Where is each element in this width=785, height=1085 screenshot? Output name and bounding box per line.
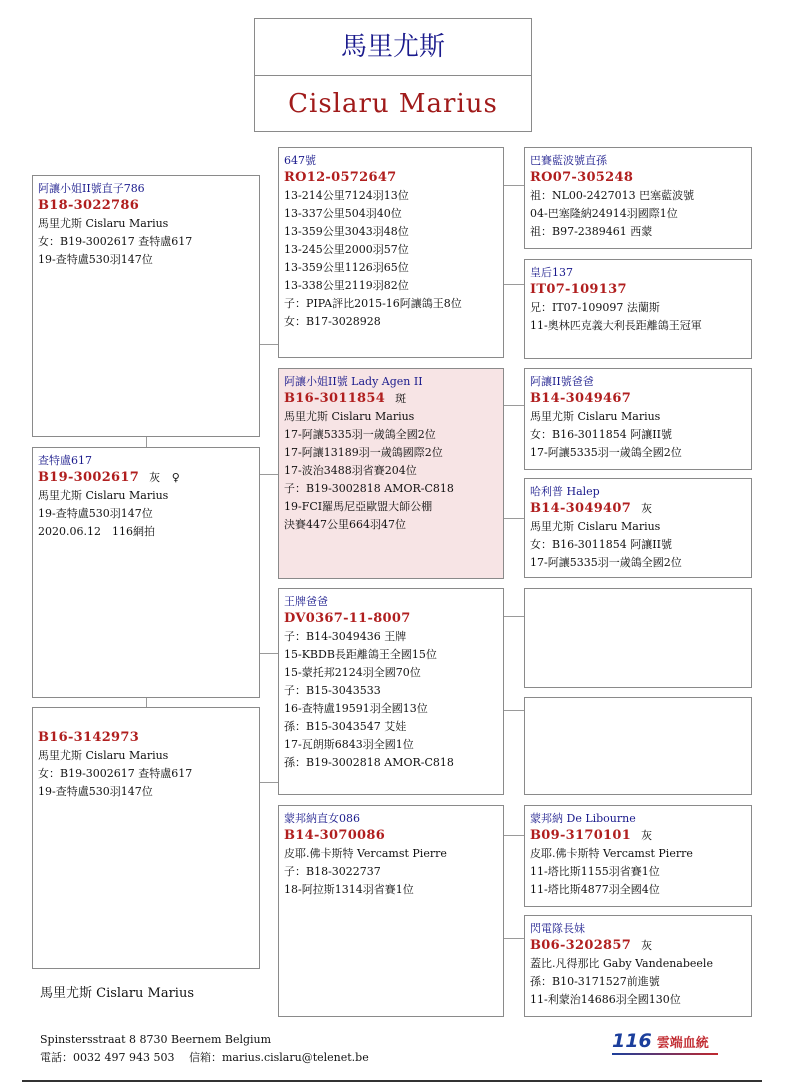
pigeon-name: 查特盧617 <box>38 454 92 467</box>
info-line: 17-阿讓13189羽一歲鴿國際2位 <box>284 446 443 459</box>
pedigree-card-mate <box>32 447 260 698</box>
pigeon-name: 阿讓II號爸爸 <box>530 375 594 388</box>
info-line: 女：B17-3028928 <box>284 315 381 328</box>
info-line: 19-查特盧530羽147位 <box>38 253 153 266</box>
color-tag: 灰 <box>641 829 653 842</box>
pedigree-card-mate-dam <box>278 805 504 1017</box>
info-line: 15-蒙托邦2124羽全國70位 <box>284 666 421 679</box>
connector <box>504 518 524 519</box>
pedigree-card-empty-2 <box>524 697 752 795</box>
info-line: 16-查特盧19591羽全國13位 <box>284 702 428 715</box>
pedigree-card-md-dam <box>524 915 752 1017</box>
info-line: 19-查特盧530羽147位 <box>38 507 153 520</box>
ring-number: B18-3022786 <box>38 198 140 213</box>
pigeon-name: 哈利普 Halep <box>530 485 600 498</box>
pigeon-name: 蒙邦納 De Libourne <box>530 812 636 825</box>
pedigree-card-subject <box>32 175 260 437</box>
ring-number: RO12-0572647 <box>284 170 397 185</box>
pigeon-name: 皇后137 <box>530 266 573 279</box>
info-line: 決賽447公里664羽47位 <box>284 518 406 531</box>
info-line: 馬里尤斯 Cislaru Marius <box>38 217 169 230</box>
color-tag: 灰 <box>641 939 653 952</box>
color-tag: 斑 <box>395 392 407 405</box>
info-line: 13-214公里7124羽13位 <box>284 189 409 202</box>
connector <box>504 938 524 939</box>
logo-underline <box>612 1053 718 1055</box>
info-line: 17-阿讓5335羽一歲鴿全國2位 <box>284 428 436 441</box>
info-line: 19-查特盧530羽147位 <box>38 785 153 798</box>
info-line: 15-KBDB長距離鴿王全國15位 <box>284 648 437 661</box>
title-latin: Cislaru Marius <box>288 89 498 119</box>
breeder-name: 馬里尤斯 Cislaru Marius <box>40 986 195 1001</box>
connector <box>146 698 147 707</box>
connector <box>504 835 524 836</box>
color-tag: 灰 ♀ <box>149 471 181 484</box>
info-line: 17-瓦朗斯6843羽全國1位 <box>284 738 414 751</box>
info-line: 兄：IT07-109097 法蘭斯 <box>530 301 660 314</box>
connector <box>504 185 524 186</box>
info-line: 子：PIPA評比2015-16阿讓鴿王8位 <box>284 297 462 310</box>
logo-number: 116 <box>612 1030 652 1052</box>
pedigree-card-sire-sire <box>524 147 752 249</box>
pigeon-name: 蒙邦納直女086 <box>284 812 360 825</box>
pigeon-name: 王牌爸爸 <box>284 595 328 608</box>
info-line: 女：B16-3011854 阿讓II號 <box>530 538 672 551</box>
ring-number: B14-3070086 <box>284 828 386 843</box>
ring-number: RO07-305248 <box>530 170 634 185</box>
ring-value: B14-3049407 <box>530 501 632 516</box>
info-line: 子：B14-3049436 王牌 <box>284 630 407 643</box>
ring-number <box>530 937 751 955</box>
info-line: 子：B18-3022737 <box>284 865 381 878</box>
ring-number <box>284 390 503 408</box>
ring-number: DV0367-11-8007 <box>284 611 411 626</box>
ring-number <box>530 827 751 845</box>
ring-number: B16-3142973 <box>38 730 140 745</box>
color-tag: 灰 <box>641 502 653 515</box>
info-line: 13-337公里504羽40位 <box>284 207 402 220</box>
info-line: 13-245公里2000羽57位 <box>284 243 409 256</box>
ring-number <box>38 469 259 487</box>
info-line: 祖：NL00-2427013 巴塞藍波號 <box>530 189 695 202</box>
info-line: 19-FCI羅馬尼亞歐盟大師公棚 <box>284 500 433 513</box>
info-line: 11-利蒙治14686羽全國130位 <box>530 993 681 1006</box>
info-line: 11-奧林匹克義大利長距離鴿王冠軍 <box>530 319 702 332</box>
ring-number <box>530 500 751 518</box>
title-chinese: 馬里尤斯 <box>255 19 531 76</box>
pedigree-card-sibling <box>32 707 260 969</box>
pedigree-card-sire-dam <box>524 259 752 359</box>
connector <box>260 474 278 475</box>
info-line: 馬里尤斯 Cislaru Marius <box>530 520 661 533</box>
logo-text: 雲端血統 <box>656 1036 709 1051</box>
pigeon-name: 阿讓小姐II號 Lady Agen II <box>284 375 423 388</box>
info-line: 17-阿讓5335羽一歲鴿全國2位 <box>530 446 682 459</box>
pedigree-card-dam <box>278 368 504 579</box>
ring-value: B09-3170101 <box>530 828 632 843</box>
pigeon-name: 閃電隊長妹 <box>530 922 585 935</box>
info-line: 女：B16-3011854 阿讓II號 <box>530 428 672 441</box>
bottom-rule <box>22 1080 762 1082</box>
info-line: 04-巴塞隆納24914羽國際1位 <box>530 207 678 220</box>
info-line: 祖：B97-2389461 西蒙 <box>530 225 653 238</box>
pedigree-card-dam-dam <box>524 478 752 578</box>
info-line: 17-波治3488羽省賽204位 <box>284 464 417 477</box>
ring-value: B19-3002617 <box>38 470 140 485</box>
info-line: 女：B19-3002617 查特盧617 <box>38 767 193 780</box>
info-line: 17-阿讓5335羽一歲鴿全國2位 <box>530 556 682 569</box>
connector <box>260 344 278 345</box>
info-line: 11-塔比斯4877羽全國4位 <box>530 883 660 896</box>
info-line: 孫：B10-3171527前進號 <box>530 975 660 988</box>
ring-number: IT07-109137 <box>530 282 627 297</box>
connector <box>504 284 524 285</box>
info-line: 馬里尤斯 Cislaru Marius <box>530 410 661 423</box>
connector <box>504 405 524 406</box>
pigeon-name: 阿讓小姐II號直子786 <box>38 182 145 195</box>
info-line: 13-359公里3043羽48位 <box>284 225 409 238</box>
info-line: 13-359公里1126羽65位 <box>284 261 409 274</box>
ring-value: B06-3202857 <box>530 938 632 953</box>
info-line: 皮耶.佛卡斯特 Vercamst Pierre <box>284 847 447 860</box>
pedigree-card-mate-sire <box>278 588 504 795</box>
connector <box>260 782 278 783</box>
connector <box>146 437 147 447</box>
breeder-address: Spinstersstraat 8 8730 Beernem Belgium <box>40 1033 272 1046</box>
info-line: 2020.06.12 116網拍 <box>38 525 155 538</box>
pedigree-card-empty-1 <box>524 588 752 688</box>
info-line: 11-塔比斯1155羽省賽1位 <box>530 865 660 878</box>
pigeon-name: 巴賽藍波號直孫 <box>530 154 607 167</box>
info-line: 孫：B19-3002818 AMOR-C818 <box>284 756 454 769</box>
ring-value: B16-3011854 <box>284 391 386 406</box>
info-line: 孫：B15-3043547 艾娃 <box>284 720 407 733</box>
connector <box>504 710 524 711</box>
title-box <box>254 18 532 132</box>
logo <box>612 1030 718 1055</box>
pedigree-card-dam-sire <box>524 368 752 470</box>
info-line: 馬里尤斯 Cislaru Marius <box>38 749 169 762</box>
pedigree-card-md-sire <box>524 805 752 907</box>
info-line: 馬里尤斯 Cislaru Marius <box>284 410 415 423</box>
ring-number: B14-3049467 <box>530 391 632 406</box>
info-line: 皮耶.佛卡斯特 Vercamst Pierre <box>530 847 693 860</box>
pigeon-name <box>38 712 259 729</box>
info-line: 女：B19-3002617 查特盧617 <box>38 235 193 248</box>
breeder-contact: 電話：0032 497 943 503 信箱：marius.cislaru@telenet.be <box>40 1051 369 1064</box>
pigeon-name: 647號 <box>284 154 316 167</box>
connector <box>504 616 524 617</box>
pedigree-card-sire <box>278 147 504 358</box>
info-line: 子：B19-3002818 AMOR-C818 <box>284 482 454 495</box>
connector <box>260 653 278 654</box>
info-line: 18-阿拉斯1314羽省賽1位 <box>284 883 414 896</box>
info-line: 蓋比.凡得那比 Gaby Vandenabeele <box>530 957 713 970</box>
info-line: 馬里尤斯 Cislaru Marius <box>38 489 169 502</box>
info-line: 子：B15-3043533 <box>284 684 381 697</box>
info-line: 13-338公里2119羽82位 <box>284 279 409 292</box>
